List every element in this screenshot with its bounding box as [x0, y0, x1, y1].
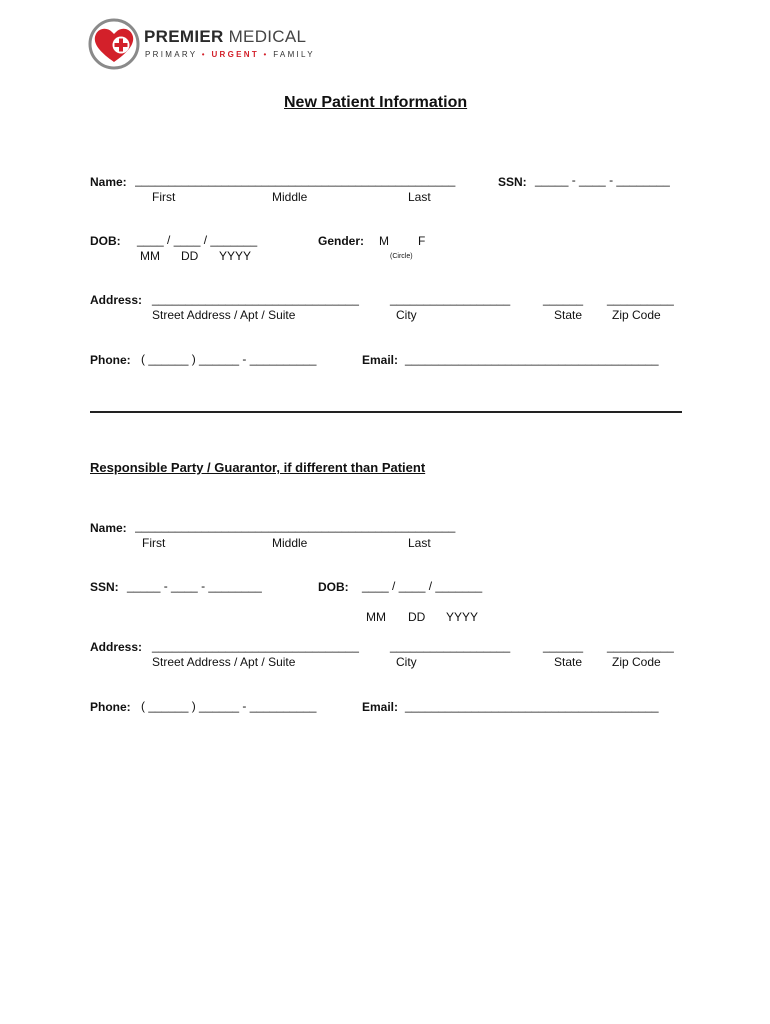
guarantor-email-label: Email: — [362, 700, 399, 714]
patient-city-caption: City — [396, 308, 417, 322]
patient-street-caption: Street Address / Apt / Suite — [152, 308, 296, 322]
heart-cross-icon — [88, 18, 140, 70]
guarantor-address-label: Address: — [90, 640, 143, 654]
patient-address-label: Address: — [90, 293, 143, 307]
premier-medical-logo — [88, 18, 318, 72]
guarantor-middle-caption: Middle — [272, 536, 308, 550]
guarantor-email-field[interactable]: ______________________________________ — [405, 699, 659, 713]
patient-state-caption: State — [554, 308, 583, 322]
patient-dob-mm: MM — [140, 249, 160, 263]
guarantor-section-title: Responsible Party / Guarantor, if different than Patient — [90, 460, 426, 475]
patient-zip-field[interactable]: __________ — [607, 292, 674, 306]
patient-name-field[interactable]: ________________________________________________ — [135, 173, 456, 187]
logo-tagline: PRIMARY • URGENT • FAMILY — [145, 50, 315, 59]
form-title: New Patient Information — [284, 94, 468, 111]
patient-state-field[interactable]: ______ — [543, 292, 584, 306]
guarantor-city-caption: City — [396, 655, 417, 669]
patient-dob-yyyy: YYYY — [219, 249, 252, 263]
patient-email-label: Email: — [362, 353, 399, 367]
logo-wordmark: PREMIER MEDICAL — [144, 27, 307, 46]
gender-option-f[interactable]: F — [418, 234, 426, 248]
patient-zip-caption: Zip Code — [612, 308, 661, 322]
guarantor-ssn-label: SSN: — [90, 580, 119, 594]
guarantor-name-label: Name: — [90, 521, 127, 535]
guarantor-dob-mm: MM — [366, 610, 386, 624]
guarantor-zip-field[interactable]: __________ — [607, 639, 674, 653]
patient-middle-caption: Middle — [272, 190, 308, 204]
guarantor-street-caption: Street Address / Apt / Suite — [152, 655, 296, 669]
patient-email-field[interactable]: ______________________________________ — [405, 352, 659, 366]
guarantor-zip-caption: Zip Code — [612, 655, 661, 669]
guarantor-state-field[interactable]: ______ — [543, 639, 584, 653]
patient-dob-label: DOB: — [90, 234, 121, 248]
patient-phone-field[interactable]: ( ______ ) ______ - __________ — [141, 352, 317, 366]
guarantor-state-caption: State — [554, 655, 583, 669]
guarantor-ssn-field[interactable]: _____ - ____ - ________ — [127, 579, 262, 593]
patient-city-field[interactable]: __________________ — [390, 292, 511, 306]
guarantor-street-field[interactable]: _______________________________ — [152, 639, 359, 653]
guarantor-dob-label: DOB: — [318, 580, 349, 594]
patient-first-caption: First — [152, 190, 176, 204]
guarantor-last-caption: Last — [408, 536, 431, 550]
guarantor-dob-field[interactable]: ____ / ____ / _______ — [362, 579, 483, 593]
guarantor-city-field[interactable]: __________________ — [390, 639, 511, 653]
patient-last-caption: Last — [408, 190, 431, 204]
gender-option-m[interactable]: M — [379, 234, 389, 248]
patient-name-label: Name: — [90, 175, 127, 189]
section-divider — [90, 411, 682, 413]
guarantor-phone-field[interactable]: ( ______ ) ______ - __________ — [141, 699, 317, 713]
guarantor-phone-label: Phone: — [90, 700, 131, 714]
guarantor-first-caption: First — [142, 536, 166, 550]
patient-ssn-label: SSN: — [498, 175, 527, 189]
patient-dob-field[interactable]: ____ / ____ / _______ — [137, 233, 258, 247]
patient-gender-label: Gender: — [318, 234, 365, 248]
patient-street-field[interactable]: _______________________________ — [152, 292, 359, 306]
gender-circle-note: (Circle) — [390, 253, 413, 260]
patient-dob-dd: DD — [181, 249, 199, 263]
patient-ssn-field[interactable]: _____ - ____ - ________ — [535, 173, 670, 187]
guarantor-dob-yyyy: YYYY — [446, 610, 479, 624]
guarantor-dob-dd: DD — [408, 610, 426, 624]
patient-phone-label: Phone: — [90, 353, 131, 367]
guarantor-name-field[interactable]: ________________________________________________ — [135, 519, 456, 533]
